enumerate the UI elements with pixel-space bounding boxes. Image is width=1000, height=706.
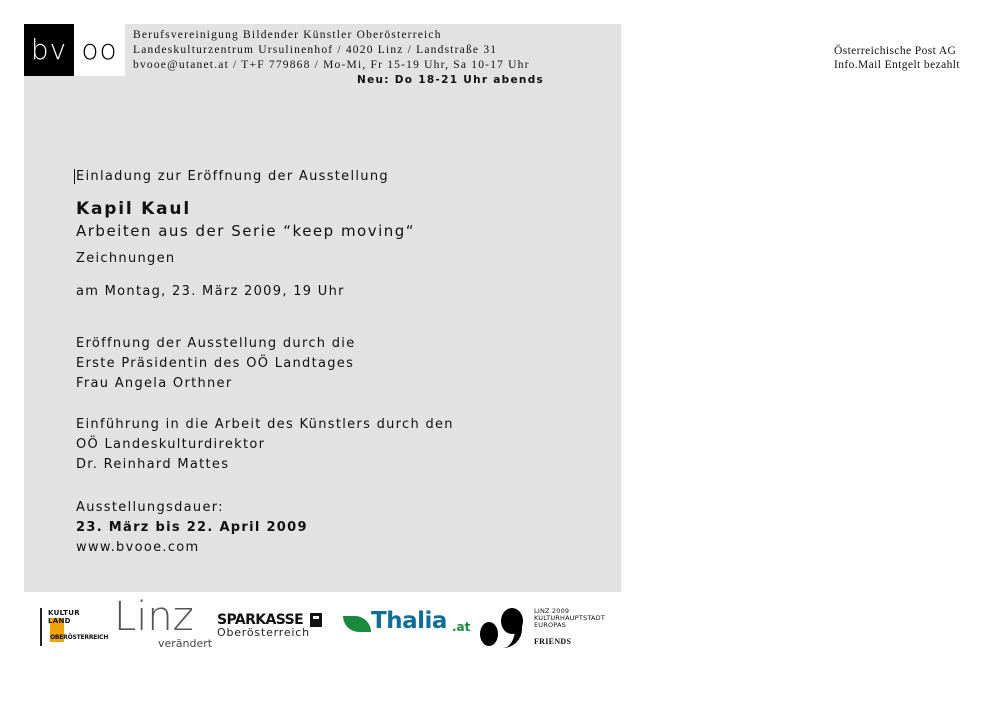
linz09-text-line-3: EUROPAS — [534, 621, 566, 629]
thalia-leaf-icon — [343, 616, 371, 632]
introduction-line-3: Dr. Reinhard Mattes — [76, 457, 230, 472]
genre: Zeichnungen — [76, 251, 176, 266]
artist-name: Kapil Kaul — [76, 199, 191, 219]
linz-logo — [114, 594, 213, 650]
header-line-1: Berufsvereinigung Bildender Künstler Oberösterreich — [133, 29, 442, 41]
website-link[interactable]: www.bvooe.com — [76, 540, 200, 555]
kulturland-top-text: KULTUR LAND — [48, 609, 80, 625]
header-line-4: Neu: Do 18-21 Uhr abends — [357, 74, 545, 86]
kulturland-logo — [40, 608, 109, 646]
series-title: Arbeiten aus der Serie “keep moving“ — [76, 222, 416, 240]
opening-line-1: Eröffnung der Ausstellung durch die — [76, 336, 356, 351]
header-line-2: Landeskulturzentrum Ursulinenhof / 4020 Linz / Landstraße 31 — [133, 44, 498, 56]
introduction-block — [76, 415, 454, 475]
sparkasse-region: Oberösterreich — [217, 626, 310, 639]
duration-label: Ausstellungsdauer: — [76, 500, 224, 515]
thalia-logo — [343, 610, 473, 642]
introduction-line-2: OÖ Landeskulturdirektor — [76, 437, 266, 452]
opening-date: am Montag, 23. März 2009, 19 Uhr — [76, 284, 345, 299]
sparkasse-name: SPARKASSE — [217, 612, 304, 628]
logo-left-text: bv — [30, 33, 68, 66]
thalia-suffix: .at — [452, 620, 471, 634]
linz09-dot-icon — [480, 622, 498, 646]
kulturland-bottom-text: OBERÖSTERREICH — [50, 634, 109, 641]
introduction-line-1: Einführung in die Arbeit des Künstlers durch den — [76, 417, 454, 432]
linz-word: Linz — [114, 594, 194, 640]
thalia-word: Thalia — [371, 608, 447, 634]
header-line-3: bvooe@utanet.at / T+F 779868 / Mo-Mi, Fr 15-19 Uhr, Sa 10-17 Uhr — [133, 59, 530, 71]
linz09-text-line-1: LINZ 2009 — [534, 607, 570, 615]
linz09-logo — [480, 606, 615, 650]
linz09-text — [534, 608, 605, 629]
sparkasse-logo — [217, 612, 337, 646]
postage-line-2: Info.Mail Entgelt bezahlt — [834, 59, 960, 71]
linz09-text-line-2: KULTURHAUPTSTADT — [534, 614, 606, 622]
invitation-intro: Einladung zur Eröffnung der Ausstellung — [76, 169, 389, 184]
duration-dates: 23. März bis 22. April 2009 — [76, 520, 308, 535]
opening-block — [76, 334, 356, 394]
postage-line-1: Österreichische Post AG — [834, 45, 957, 57]
linz09-friends: FRIENDS — [534, 637, 572, 646]
opening-line-3: Frau Angela Orthner — [76, 376, 233, 391]
logo-right-text: oo — [81, 33, 118, 66]
duration-block — [76, 498, 308, 558]
bvooe-logo — [24, 24, 125, 76]
header-address — [133, 28, 613, 88]
postage-notice — [834, 44, 960, 72]
linz-tagline: verändert — [158, 637, 213, 650]
opening-line-2: Erste Präsidentin des OÖ Landtages — [76, 356, 355, 371]
sparkasse-s-icon — [310, 613, 322, 627]
